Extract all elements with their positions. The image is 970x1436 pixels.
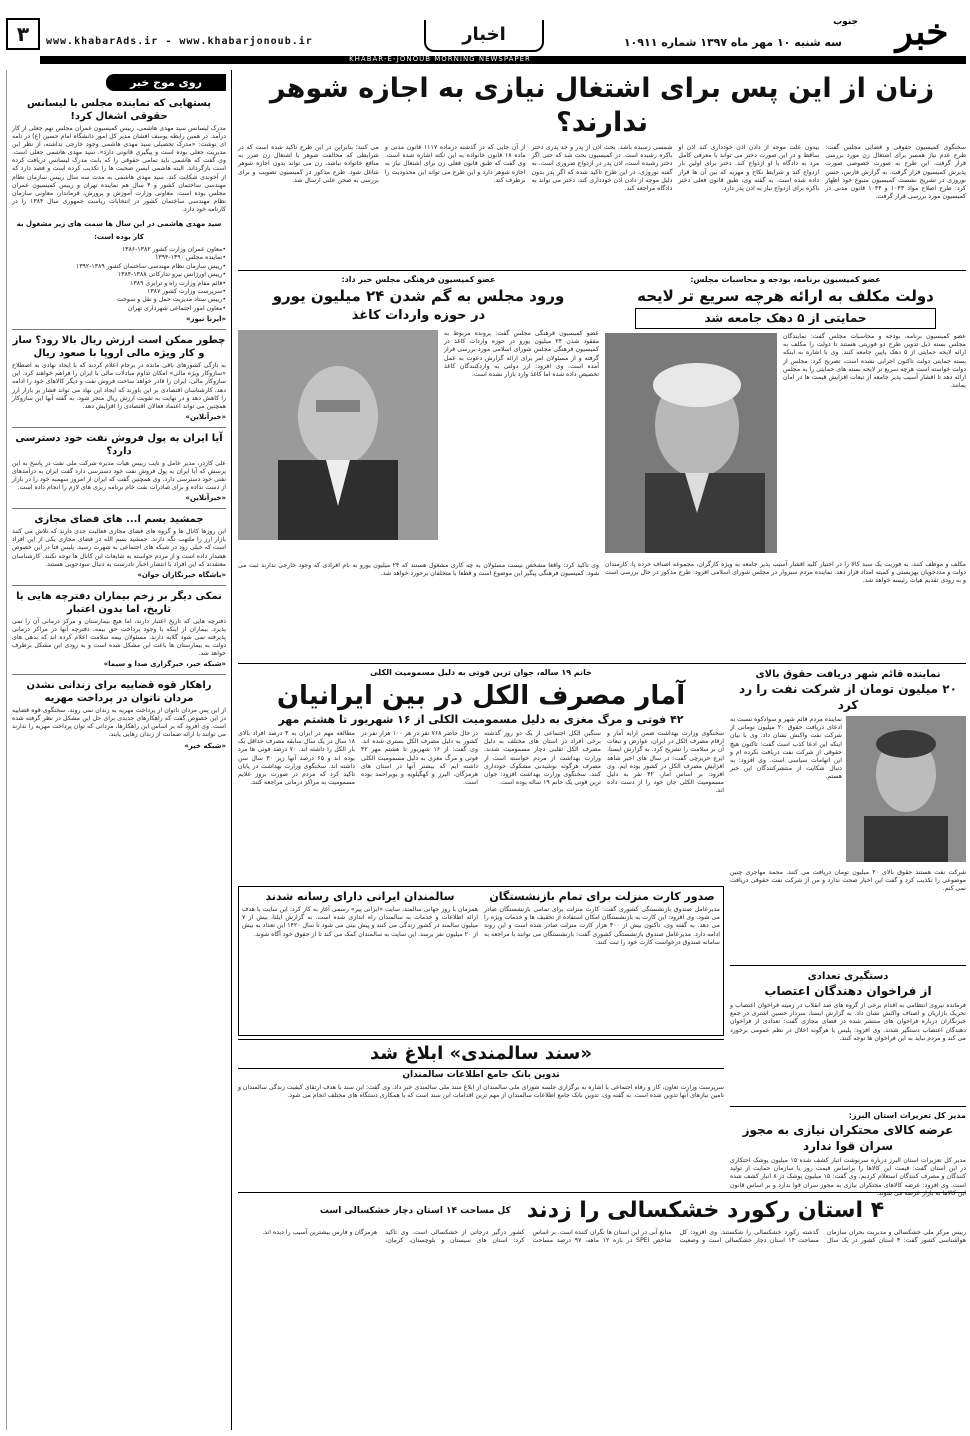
arrest-headline: دستگیری تعدادی	[807, 971, 889, 982]
sidebar-item-body: از این پس مردان ناتوان از پرداخت مهریه به زندان نمی روند. سخنگوی قوه قضاییه در این خصوص گفت که راهکارهای جدیدی برای حل این مشکل در نظر گرفته شده است. وی افزود که بر اساس این راهکارها، مردانی که توان پرداخت مهریه را ندارند می توانند با ارائه ضمانت از زندان رهایی یابند.	[12, 707, 226, 739]
pension-card-story	[484, 890, 720, 1032]
lead-text-columns	[238, 144, 966, 294]
sidebar-item-title: چطور ممکن است ارزش ریال بالا رود؟ ساز و کار ویژه مالی اروپا با صعود ریال	[12, 335, 226, 360]
middle-row	[238, 668, 967, 1197]
sidebar-item	[12, 590, 226, 668]
divider	[238, 663, 966, 664]
sidebar-item-title: راهکار قوه قضاییه برای زندانی نشدن مردان ناتوان در پرداخت مهریه	[26, 680, 212, 705]
deputy-headline: نماینده قائم شهر دریافت حقوق بالای	[755, 669, 941, 680]
sidebar-source: «خبرآنلاین»	[185, 494, 226, 503]
paper-photo	[238, 330, 438, 540]
deputy-subhead: ۲۰ میلیون تومان از شرکت نفت را رد کرد	[739, 682, 957, 712]
budget-photo	[605, 333, 777, 553]
paper-headline: ورود مجلس به گم شدن ۲۴ میلیون یورو	[272, 287, 565, 305]
sidebar-item	[12, 97, 226, 323]
main-content	[238, 70, 966, 1430]
alcohol-column: سخنگوی وزارت بهداشت ضمن ارایه آمار و ارقام مصرف الکل در ایران، عوارض و تبعات آن بر سلامت را تشریح کرد. به گزارش ایسنا، ایرج حریرچی گفت: در سال های اخیر شاهد افزایش مصرف الکل در کشور بوده ایم. وی افزود: بر اساس آمار، ۴۲ نفر به دلیل مسمومیت الکلی جان خود را از دست داده اند.	[607, 730, 725, 795]
deputy-story	[730, 668, 966, 961]
list-item: •رییس اورژانس نیرو تدارکاتی ۱۳۸۸-۱۳۸۴	[117, 271, 226, 279]
masthead	[0, 0, 970, 62]
list-item: •معاون امور اجتماعی شهرداری تهران	[127, 304, 226, 312]
sidebar-source: «شبکه خبر، خبرگزاری صدا و سیما»	[103, 660, 226, 669]
alcohol-section	[238, 668, 724, 1188]
alcohol-columns	[238, 730, 724, 882]
list-item: •معاون عمران وزارت کشور ۱۳۸۲-۱۳۸۶	[121, 246, 226, 254]
alcohol-kicker: خانم ۱۹ ساله، جوان ترین فوتی به دلیل مسمومیت الکلی	[370, 668, 592, 677]
lead-column: از آن جایی که در گذشته درماده ۱۱۱۷ قانون مدنی و ماده ۱۸ قانون خانواده به این نکته اشاره شده است. وی گفت که طبق قانون فعلی زن برای اشتغال نیاز به اجازه شوهر دارد و این طرح می تواند این محدودیت را برطرف کند.	[384, 144, 526, 184]
list-item: •رییس ستاد مدیریت حمل و نقل و سوخت	[117, 296, 226, 304]
alcohol-column: مطالعه مهم در ایران به ۴ درصد افراد بالای ۱۸ سال در یک سال سابقه مصرف حداقل یک بار الکل را داشته اند. ۷۰ درصد فوتی ها مرد بوده اند و ۶۵ درصد آنها زیر ۳۰ سال سن داشته اند. سخنگوی وزارت بهداشت در پایان تاکید کرد که مردم در صورت بروز علایم مسمومیت به مراکز درمانی مراجعه کنند.	[238, 730, 355, 787]
lead-headline: زنان از این پس برای اشتغال نیازی به اجازه شوهر ندارند؟	[269, 73, 935, 138]
drought-kicker: کل مساحت ۱۴ استان دچار خشکسالی است	[319, 1206, 511, 1216]
list-item: •نماینده مجلس ۱۳۹۰-۱۳۹۴	[155, 254, 226, 262]
elderly-media-headline: سالمندان ایرانی دارای رسانه شدند	[265, 890, 455, 903]
lead-column: شمسی رسیده باشد. بحث اذن از پدر و جد پدری دختر باکره رشیده است. در کمیسیون بحث شد که حتی اگر دختر رشیده است، اذن پدر در ازدواج ضروری است. به گفته نوروزی، در این طرح تاکید شده که اگر پدر بدون دلیل موجه از دادن اذن خودداری کند، دختر می تواند به دادگاه مراجعه کند.	[531, 144, 673, 193]
newspaper-logo	[833, 4, 962, 56]
divider	[12, 585, 226, 586]
drought-headline: ۴ استان رکورد خشکسالی را زدند	[526, 1198, 885, 1223]
paper-kicker: عضو کمیسیون فرهنگی مجلس خبر داد:	[341, 275, 496, 284]
sidebar-item	[12, 334, 226, 421]
second-row	[238, 275, 966, 659]
right-column	[730, 668, 967, 1197]
sidebar-item-title: نمکی دیگر بر زخم بیماران دفترچه هایی با تاریخ، اما بدون اعتبار	[16, 590, 222, 615]
goods-body: مدیر کل تعزیرات استان البرز درباره سرنوشت اتبار کشف شده ۱۵ میلیون پوشک احتکاری در این استان گفت: قیمت این کالاها را براساس قیمت روز با سازمان حمایت از تولید کنندگان و مصرف کنندگان استعلام کردیم. وی گفت: ۱۵ میلیون پوشک در ۸ انبار کشف شده است. وی افزود: عرضه کالاهای محتکران نیازی به مجوز سران قوا ندارد و بر اساس قانون این کالاها به بازار عرضه می شوند.	[730, 1157, 966, 1197]
boxed-stories	[238, 886, 724, 1036]
portrait-image	[238, 330, 438, 540]
deputy-body: نماینده مردم قائم شهر و سوادکوه نسبت به ادعای دریافت حقوق ۲۰ میلیون تومانی از شرکت نفت واکنش نشان داد. وی با بیان اینکه این ادعا کذب است گفت: تاکنون هیچ حقوقی از شرکت نفت دریافت نکرده ام و این اتهامات سیاسی است. وی افزود: به دنبال شکایت از منتشرکنندگان این خبر هستم.	[730, 716, 842, 781]
arrest-subhead: از فراخوان دهندگان اعتصاب	[764, 984, 932, 998]
goods-headline: عرضه کالای محتکران نیازی به مجوز	[742, 1123, 954, 1137]
divider	[12, 674, 226, 675]
sidebar-item-body: این روزها کانال ها و گروه های فضای مجازی فعالیت جدی دارند که تلاش می کنند بازار ارز را ملتهب نگه دارند. جمشید بسم الله در فضای مجازی یکی از این افراد است که خیلی زود در شبکه های اجتماعی به شهرت رسید. پلیس فتا در این خصوص هشدار داده است و از مردم خواسته به شایعات این کانال ها توجه نکنند. کارشناسان معتقدند که این افراد با انتشار اخبار نادرست به دنبال سودجویی هستند.	[12, 528, 226, 568]
sidebar-item	[12, 513, 226, 578]
budget-kicker: عضو کمیسیون برنامه، بودجه و محاسبات مجلس:	[690, 275, 881, 284]
sidebar-item-title: پستهایی که نماینده مجلس با لیسانس حقوقی اشغال کرد!	[26, 98, 212, 122]
list-item: •قائم مقام وزارت راه و ترابری ۱۳۸۹	[130, 279, 226, 287]
sidebar-item	[12, 679, 226, 749]
logo-mark	[833, 4, 962, 56]
deputy-photo	[846, 716, 966, 862]
sidebar-item-body: به تازگی کشورهای باقی مانده در برجام اعلام کردند که با ایجاد نهادی به اصطلاح «سازوکار ویژه مالی» امکان تداوم مبادلات مالی با ایران را فراهم خواهند کرد. این سازوکار مالی، ایران را قادر خواهد ساخت فروش نفت و دیگر کالاهای خود را ادامه دهد. کارشناسان اقتصادی بر این باورند که ایجاد این نهاد می تواند فشار بر بازار ارز را کاهش دهد و در نهایت به تقویت ارزش ریال منجر شود. به گفته آنها این سازوکار همچنین می تواند اعتماد فعالان اقتصادی را افزایش دهد.	[12, 362, 226, 410]
arrest-story	[730, 970, 966, 1102]
logo-text: خبر	[895, 11, 949, 53]
sidebar-list	[12, 246, 226, 313]
lead-column: بیدون علت موجه از دادن اذن خودداری کند اذن او ساقط و در این صورت دختر می تواند با معرفی کامل مرد به دادگاه با او ازدواج کند. دختر برای اولین بار ازدواج کند و شرایط نکاح و مهریه که بین آن ها قرار داده شده است. به گفته وی، طبق قانون فعلی دختر باکره برای ازدواج نیاز به اذن پدر دارد.	[678, 144, 820, 193]
sidebar-list-heading: سید مهدی هاشمی در این سال ها سمت های زیر مشغول به کار بوده است:	[16, 220, 222, 242]
divider	[12, 508, 226, 509]
goods-subhead: سران قوا ندارد	[802, 1139, 894, 1153]
alcohol-deck: ۴۲ فوتی و مرگ مغزی به دلیل مسمومیت الکلی از ۱۶ شهریور تا هشتم مهر	[278, 713, 684, 726]
goods-kicker: مدیر کل تعزیرات استان البرز:	[848, 1111, 966, 1120]
alcohol-headline: آمار مصرف الکل در بین ایرانیان	[276, 681, 686, 711]
dateline: سه شنبه ۱۰ مهر ماه ۱۳۹۷ شماره ۱۰۹۱۱	[623, 36, 842, 49]
budget-story	[605, 275, 966, 659]
divider	[12, 427, 226, 428]
elderly-document-body: سرپرست وزارت تعاون، کار و رفاه اجتماعی با اشاره به برگزاری جلسه شورای ملی سالمندان از ابلاغ سند ملی سالمندی خبر داد. وی گفت: این سند با هدف ارتقای کیفیت زندگی سالمندان و تامین نیازهای آنها تدوین شده است. به گفته وی، تدوین بانک جامع اطلاعات سالمندان از مهم ترین اقدامات این سند است که با همکاری دستگاه های مختلف انجام می شود.	[238, 1084, 724, 1100]
elderly-document-headline: «سند سالمندی» ابلاغ شد	[238, 1039, 724, 1069]
sidebar-source: «باشگاه خبرنگاران جوان»	[137, 570, 226, 579]
sidebar-source: «ایرنا نیوز»	[185, 315, 226, 324]
drought-story	[238, 1197, 966, 1417]
divider	[730, 1106, 966, 1107]
elderly-media-body: همزمان با روز جهانی سالمند، سایت «ایرانی پیر» رسمی آغاز به کار کرد. این سایت با هدف ارائه اطلاعات و خدمات به سالمندان راه اندازی شده است. به گزارش ایلنا، بیش از ۷ میلیون سالمند در کشور زندگی می کنند و پیش بینی می شود تا سال ۱۴۲۰ این تعداد به بیش از ۲۰ میلیون نفر برسد. این سایت به سالمندان کمک می کند تا از حقوق خود آگاه شوند.	[242, 906, 479, 938]
arrest-body: فرمانده نیروی انتظامی به اقدام برخی از گروه های ضد انقلاب در زمینه فراخوان اعتصاب و تحریک بازاریان و اصناف واکنش نشان داد. به گزارش ایسنا، سردار حسین اشتری در جمع خبرنگاران درباره فراخوان های منتشر شده در فضای مجازی گفت: تعدادی از فراخوان دهندگان اعتصاب دستگیر شدند. وی افزود: پلیس با هرگونه اخلال در نظم عمومی برخورد می کند و مردم نباید به این فراخوان ها توجه کنند.	[730, 1002, 966, 1042]
sidebar-item-body: دفترچه هایی که تاریخ اعتبار دارند، اما هیچ بیمارستان و مرکز درمانی آن را نمی پذیرد. بیماران از اینکه با وجود پرداخت حق بیمه، دفترچه آنها در مراکز درمانی پذیرفته نمی شود گلایه دارند. مسئولان بیمه سلامت اعلام کرده اند که بدهی های دولت به بیمارستان ها باعث این مشکل شده است و به زودی این مشکل برطرف خواهد شد.	[12, 617, 226, 658]
lead-column: می کنند؛ بنابراین در این طرح تاکید شده است که در شرایطی که مخالفت شوهر با اشتغال زن ضرر به منافع خانواده نباشد، زن می تواند بدون اجازه شوهر شاغل شود. طرح مذکور در کمیسیون تصویب و برای بررسی به صحن علنی ارسال شد.	[238, 144, 379, 184]
portrait-image	[605, 333, 777, 553]
sidebar-source: «خبرآنلاین»	[185, 412, 226, 421]
budget-body-2: مکلف و موظف کنند، به فوریت یک سبد کالا را در اختیار کلیه اقشار آسیب پذیر جامعه به ویژه کارگران، مجموعه اصناف خرده پا، کارمندان دولت و مددجویان بهزیستی و کمیته امداد قرار دهد. نماینده مردم سبزوار در مجلس شورای اسلامی افزود: طرح مذکور در حال بررسی است و به زودی تقدیم هیات رئیسه خواهد شد.	[605, 561, 966, 585]
list-item: •سرپرست وزارت کشور ۱۳۸۷	[147, 288, 226, 296]
budget-body: عضو کمیسیون برنامه، بودجه و محاسبات مجلس گفت: نمایندگان مجلس بسته ذیل تدوین طرح دو فوریتی هستند تا دولت را مکلف به ارائه لایحه حمایتی از ۵ دهک پایین جامعه کنند. وی با اشاره به اینکه بسته حمایتی دولت تاکنون اجرایی نشده است، تصریح کرد: مجلس از دولت خواسته است هرچه سریع تر لایحه بسته های حمایتی را به مجلس ارائه دهد تا اقشار آسیب پذیر جامعه از تبعات افزایش قیمت ها در امان بمانند.	[783, 333, 966, 390]
divider	[730, 965, 966, 966]
budget-subhead: حمایتی از ۵ دهک جامعه شد	[635, 308, 936, 329]
list-item: •رییس سازمان نظام مهندسی ساختمان کشور ۱۳۸۹-۱۳۹۲	[75, 262, 226, 270]
drought-body: رییس مرکز ملی خشکسالی و مدیریت بحران سازمان هواشناسی کشور گفت: ۴ استان کشور در یک سال گذشته رکورد خشکسالی را شکستند. وی افزود: کل مساحت ۱۴ استان دچار خشکسالی است و وضعیت منابع آبی در این استان ها نگران کننده است. بر اساس شاخص SPEI در بازه ۱۲ ماهه، ۹۷ درصد مساحت کشور درگیر درجاتی از خشکسالی است. وی تاکید کرد: استان های سیستان و بلوچستان، کرمان، هرمزگان و فارس بیشترین آسیب را دیده اند.	[262, 1229, 966, 1245]
sidebar-item-title: آیا ایران به پول فروش نفت خود دسترسی دارد؟	[15, 432, 223, 457]
divider	[12, 329, 226, 330]
elderly-media-story	[242, 890, 478, 1032]
sidebar-source: «شبکه خبر»	[184, 741, 226, 750]
pension-card-headline: صدور کارت منزلت برای تمام بازنشستگان	[489, 890, 715, 903]
alcohol-column: سنگین الکل اجتماعی از یک دو روز گذشته برخی افراد در استان های مختلف به دلیل مصرف الکل تقلبی دچار مسمومیت شدند. وزارت بهداشت از مردم خواسته است از مصرف هرگونه نوشیدنی مشکوک خودداری کنند. سخنگوی وزارت بهداشت افزود: جوان ترین فوتی یک خانم ۱۹ ساله بوده است.	[484, 730, 601, 787]
sidebar-heading: روی موج خبر	[106, 74, 226, 91]
page-number: ۳	[6, 18, 40, 50]
portrait-image	[846, 716, 966, 862]
logo-sub: جنوب	[833, 17, 858, 27]
english-name: KHABAR-E-JONOUB MORNING NEWSPAPER	[349, 55, 531, 63]
paper-body: عضو کمیسیون فرهنگی مجلس گفت: پرونده مربوط به مفقود شدن ۲۴ میلیون یورو در حوزه واردات کاغذ در کمیسیون فرهنگی مجلس شورای اسلامی مورد بررسی قرار گرفته و از مسئولان امر برای ارائه گزارش دعوت به عمل آمده است. وی افزود: ارز دولتی به واردکنندگان کاغذ تخصیص داده شده اما کاغذ وارد بازار نشده است.	[444, 330, 600, 379]
sidebar-item	[12, 432, 226, 502]
lead-story	[238, 70, 966, 266]
paper-subhead: در حوزه واردات کاغذ	[351, 308, 486, 323]
section-tab: اخبار	[424, 20, 544, 52]
lead-column: سخنگوی کمیسیون حقوقی و قضایی مجلس گفت: طرح عدم نیاز همسر برای اشتغال زن مورد بررسی قرار گرفت. این طرح به صورت خصوصی صورت پذیرش کمیسیون قرار گرفت. به گزارش فارس، حسن نوروزی در تشریح نشست کمیسیون متبوع خود اظهار کرد: طرح اصلاح مواد ۱۰۴۳ و ۱۰۴۴ قانون مدنی در کمیسیون مورد بررسی قرار گرفت.	[825, 144, 966, 201]
paper-story	[238, 275, 599, 659]
website-url: www.khabarAds.ir - www.khabarjonoub.ir	[46, 36, 313, 47]
sidebar-item-body: علی کاردر، مدیر عامل و نایب رییس هیات مدیره شرکت ملی نفت در پاسخ به این پرسش که آیا ایران به پول فروش نفت خود دسترسی دارد گفت ایران به درآمدهای نفتی خود دسترسی دارد. وی همچنین گفت که ایران از امروز سهمیه خود را در بازار از دست نداده و برای صادرات نفت خام برنامه ریزی های لازم را انجام داده است.	[12, 459, 226, 492]
elderly-document-subhead: تدوین بانک جامع اطلاعات سالمندان	[402, 1070, 560, 1080]
pension-card-body: مدیرعامل صندوق بازنشستگی کشوری گفت: کارت منزلت برای تمامی بازنشستگان صادر می شود. وی افزود: این کارت به بازنشستگان امکان استفاده از تخفیف ها و خدمات ویژه را می دهد. به گفته وی، تاکنون بیش از ۴۰۰ هزار کارت منزلت صادر شده است و این روند ادامه دارد. مدیرعامل صندوق بازنشستگی کشوری گفت: بازنشستگان می توانند با مراجعه به سامانه صندوق درخواست کارت خود را ثبت کنند.	[484, 906, 720, 946]
deputy-body-2: شرکت نفت هستند حقوق بالای ۲۰ میلیون تومان دریافت می کنند. محمد مهاجری چنین موضوعی را تکذیب کرد و گفت این اخبار صحت ندارد و من از شرکت نفت حقوقی دریافت نمی کنم.	[730, 869, 967, 893]
paper-body-2: وی تاکید کرد: واقعا مشخص نیست مسئولان به چه کاری مشغول هستند که ۲۴ میلیون یورو به نام افرادی که وجود خارجی ندارند ثبت می شود. کمیسیون فرهنگی پیگیر این موضوع است و قطعا با متخلفان برخورد خواهد شد.	[238, 562, 600, 578]
sidebar-column	[6, 70, 232, 1430]
budget-headline: دولت مکلف به ارائه هرچه سریع تر لایحه	[637, 287, 934, 305]
sidebar-item-body: مدرک لیسانس سید مهدی هاشمی، رییس کمیسیون عمران مجلس نهم جعلی از کار درآمد. در همین رابطه یوسف افشان مدیر کل امور دانشگاه امام حسین (ع) در نامه ای نوشت: «مدرک تحصیلی سید مهدی هاشمی وجود خارجی نداشته، از نظر این مدیریت جعلی بوده است و پیگیری قانونی دارد». سید مهدی هاشمی جعلی است. وی گفت که هاشمی باید تمامی حقوقی را که بابت مدرک لیسانس دریافت کرده است بازگرداند. البته هاشمی ایسن صحبت ها را تکذیب کرده است و قصد دارد که از آخوندی شکایت کند. سید مهدی هاشمی به مدت سه سال رییس سازمان نظام مهندسی ساختمان کشور و ۴ سال هم نماینده تهران و رییس کمیسیون عمران مجلس بوده است. معاونی وزارت آموزش و پرورش، فرماندار، معاونی سازمان نظام مهندسی ساختمان کشور در انتخابات ریاست جمهوری سال ۱۳۸۴ را در کارنامه خود دارد.	[12, 125, 227, 213]
alcohol-column: در حال حاضر ۷۶۸ نفر در هر ۱۰۰ هزار نفر در کشور به دلیل مصرف الکل بستری شده اند. وی گفت: از ۱۶ شهریور تا هشتم مهر ۴۲ فوتی و مرگ مغزی به دلیل مسمومیت الکلی داشته ایم که بیشتر آنها در استان های هرمزگان، البرز و کهگیلویه و بویراحمد بوده است.	[361, 730, 478, 787]
sidebar-item-title: جمشید بسم ا... های فضای مجازی	[34, 514, 204, 526]
